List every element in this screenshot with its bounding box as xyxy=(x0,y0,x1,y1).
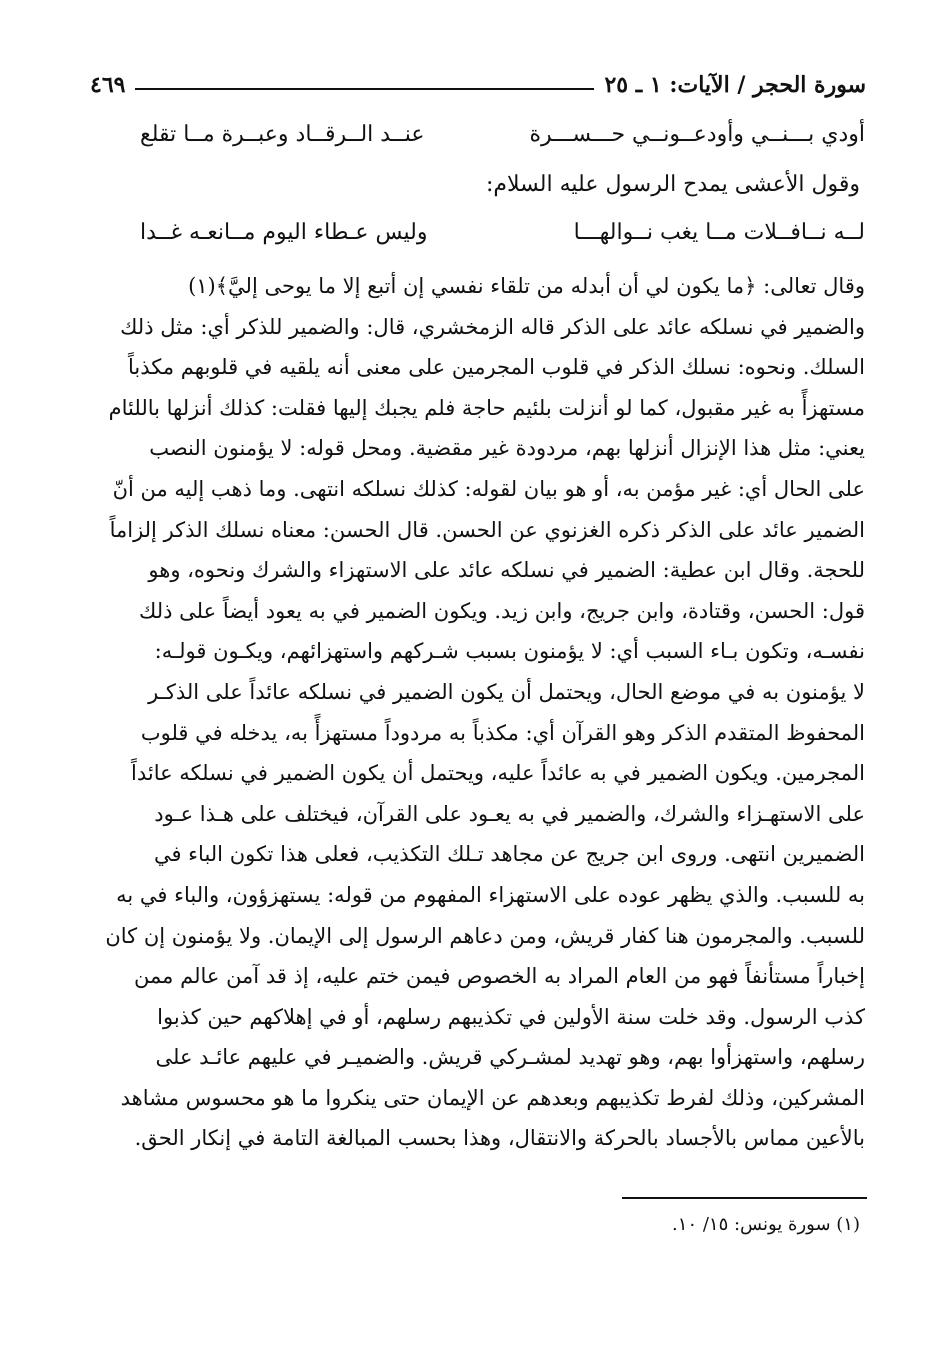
footnote: (١) سورة يونس: ١٥/ ١٠. xyxy=(672,1214,860,1235)
body-line: للحجة. وقال ابن عطية: الضمير في نسلكه عائد على الاستهزاء والشرك ونحوه، وهو xyxy=(148,558,865,583)
body-line: إخباراً مستأنفاً فهو من العام المراد به الخصوص فيمن ختم عليه، إذ قد آمن عالم ممن xyxy=(134,964,865,989)
verse-2-second-hemistich: وليس عـطاء اليوم مــانعـه غــدا xyxy=(140,220,428,245)
body-line: به للسبب. والذي يظهر عوده على الاستهزاء المفهوم من قوله: يستهزؤون، والباء في به xyxy=(116,882,865,907)
body-line: مستهزأً به غير مقبول، كما لو أنزلت بلئيم حاجة فلم يجبك إليها فقلت: كذلك أنزلها باللئام xyxy=(108,395,865,420)
verse-intro: وقول الأعشى يمدح الرسول عليه السلام: xyxy=(486,172,860,197)
footnote-separator xyxy=(622,1197,867,1199)
poetry-verse-1 xyxy=(140,122,865,166)
body-line: لا يؤمنون به في موضع الحال، ويحتمل أن يكون الضمير في نسلكه عائداً على الذكـر xyxy=(148,679,865,704)
body-line: المحفوظ المتقدم الذكر وهو القرآن أي: مكذباً به مردوداً مستهزأً به، يدخله في قلوب xyxy=(140,720,865,745)
body-line: كذب الرسول. وقد خلت سنة الأولين في تكذيبهم رسلهم، أو في إهلاكهم حين كذبوا xyxy=(157,1004,865,1029)
page-number: ٤٦٩ xyxy=(90,72,126,98)
body-line: الضمير عائد على الذكر ذكره الغزنوي عن الحسن. قال الحسن: معناه نسلك الذكر إلزاماً xyxy=(109,517,865,542)
body-line: وقال تعالى: ﴿ما يكون لي أن أبدله من تلقاء نفسي إن أتبع إلا ما يوحى إليَّ﴾(١) xyxy=(188,274,865,298)
body-line: على الحال أي: غير مؤمن به، أو هو بيان لقوله: كذلك نسلكه انتهى. وما ذهب إليه من أنّ xyxy=(112,476,865,501)
verse-2-first-hemistich: لــه نــافــلات مــا يغب نــوالهـــا xyxy=(573,220,865,245)
body-line: قول: الحسن، وقتادة، وابن جريج، وابن زيد. ويكون الضمير في به يعود أيضاً على ذلك xyxy=(139,598,865,623)
body-line: نفسـه، وتكون بـاء السبب أي: لا يؤمنون بسبب شـركهم واستهزائهم، ويكـون قولـه: xyxy=(154,639,865,664)
body-line: بالأعين مماس بالأجساد بالحركة والانتقال، وهذا بحسب المبالغة التامة في إنكار الحق. xyxy=(134,1126,865,1151)
body-line: السلك. ونحوه: نسلك الذكر في قلوب المجرمين على معنى أنه يلقيه في قلوبهم مكذباً xyxy=(128,355,865,380)
body-line: المشركين، وذلك لفرط تكذيبهم وبعدهم عن الإيمان حتى ينكروا ما هو محسوس مشاهد xyxy=(120,1085,865,1110)
verse-1-second-hemistich: عنــد الــرقــاد وعبــرة مــا تقلع xyxy=(140,122,425,147)
commentary-body xyxy=(70,266,865,1159)
body-line: على الاستهـزاء والشرك، والضمير في به يعـود على القرآن، فيختلف على هـذا عـود xyxy=(154,801,865,826)
running-header xyxy=(90,62,866,98)
body-line: للسبب. والمجرمون هنا كفار قريش، ومن دعاهم الرسول إلى الإيمان. ولا يؤمنون إن كان xyxy=(105,923,865,948)
body-line: المجرمين. ويكون الضمير في به عائداً عليه، ويحتمل أن يكون الضمير في نسلكه عائداً xyxy=(131,761,865,786)
header-rule xyxy=(135,88,594,90)
poetry-verse-2 xyxy=(140,220,865,264)
header-title: سورة الحجر / الآيات: ١ ـ ٢٥ xyxy=(604,72,866,98)
body-line: الضميرين انتهى. وروى ابن جريج عن مجاهد تـلك التكذيب، فعلى هذا تكون الباء في xyxy=(153,842,865,867)
body-line: رسلهم، واستهزأوا بهم، وهو تهديد لمشـركي قريش. والضميـر في عليهم عائـد على xyxy=(155,1045,865,1070)
body-line: والضمير في نسلكه عائد على الذكر قاله الزمخشري، قال: والضمير للذكر أي: مثل ذلك xyxy=(120,314,865,339)
body-line: يعني: مثل هذا الإنزال أنزلها بهم، مردودة غير مقضية. ومحل قوله: لا يؤمنون النصب xyxy=(149,436,865,461)
verse-1-first-hemistich: أودي بـــنــي وأودعــونــي حـــســـرة xyxy=(529,122,865,147)
